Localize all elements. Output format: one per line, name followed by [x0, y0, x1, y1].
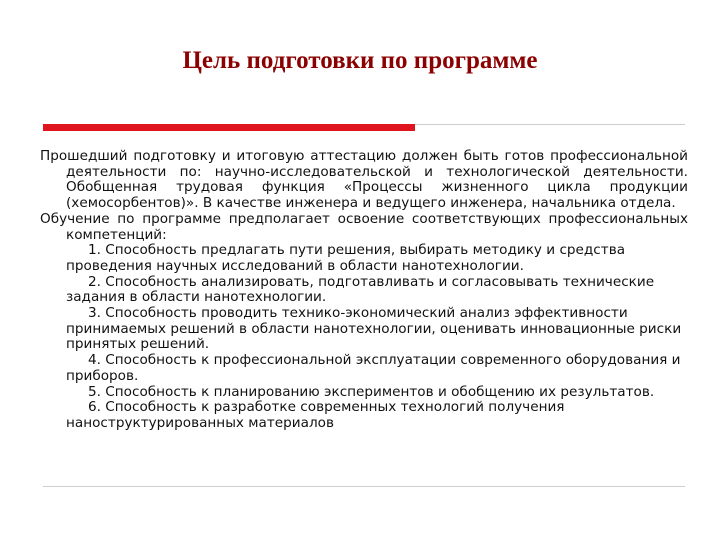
competency-item: 1. Способность предлагать пути решения, выбирать методику и средства проведения научных исследований в области нанотехнологии. [66, 242, 626, 274]
qualification-paragraph: Прошедший подготовку и итоговую аттестацию должен быть готов профессиональной деятельности по: научно-исследовательской и технологической деятельности. Обобщенная трудовая функция «Процессы жизненного цикла продукции (хемосорбентов)». В качестве инженера и ведущего инженера, начальника отдела. [40, 148, 688, 212]
slide-body [40, 149, 688, 432]
competency-item: 3. Способность проводить технико-экономический анализ эффективности принимаемых решений в области нанотехнологии, оценивать инновационные риски принятых решений. [66, 305, 682, 353]
competencies-intro: Обучение по программе предполагает освоение соответствующих профессиональных компетенций: [40, 210, 688, 243]
bottom-rule [43, 486, 685, 487]
competency-item: 6. Способность к разработке современных технологий получения наноструктурированных материалов [66, 399, 565, 431]
competency-item: 5. Способность к планированию экспериментов и обобщению их результатов. [88, 383, 655, 400]
slide-title: Цель подготовки по программе [182, 47, 538, 74]
competency-item: 2. Способность анализировать, подготавливать и согласовывать технические задания в области нанотехнологии. [66, 273, 655, 306]
accent-rule [43, 124, 415, 131]
thin-rule [415, 124, 685, 125]
competency-item: 4. Способность к профессиональной эксплуатации современного оборудования и приборов. [66, 352, 681, 384]
